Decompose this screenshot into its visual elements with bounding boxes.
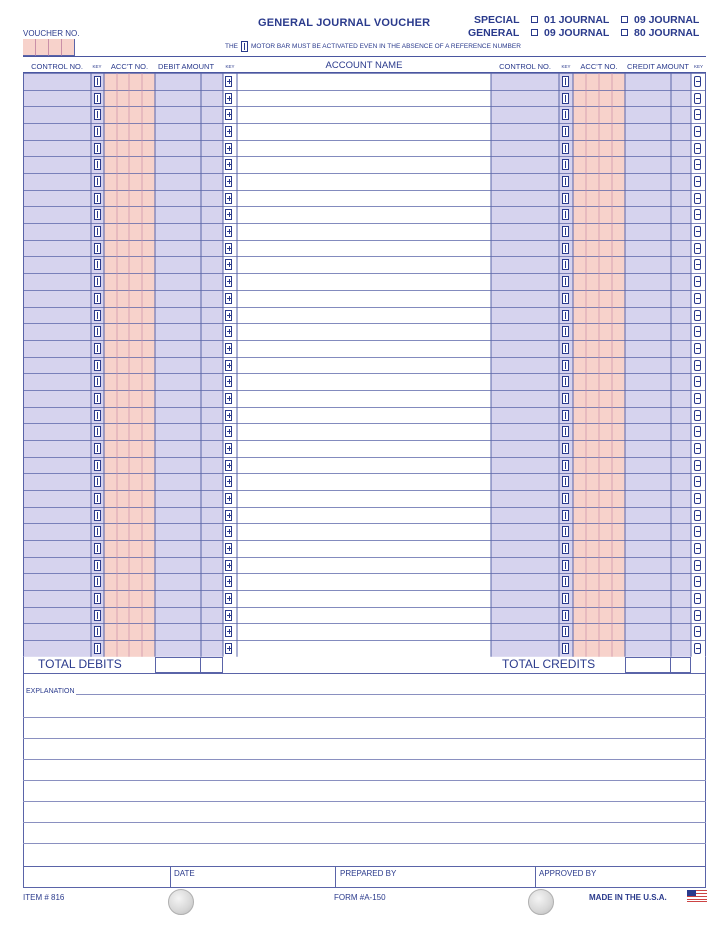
journal-option-special-09[interactable]: 09 JOURNAL [621,14,699,26]
credit-amount-header: CREDIT AMOUNT [627,62,689,71]
motor-bar-icon[interactable] [562,493,569,504]
explanation-line [76,694,706,695]
minus-key-icon[interactable] [694,93,701,104]
plus-key-icon[interactable] [225,393,232,404]
signoff-divider [535,866,536,888]
motor-bar-icon[interactable] [94,343,101,354]
minus-key-icon[interactable] [694,410,701,421]
journal-option-special-01[interactable]: 01 JOURNAL [531,14,609,26]
minus-key-icon[interactable] [694,643,701,654]
minus-key-icon[interactable] [694,109,701,120]
form-number: FORM #A-150 [334,893,386,902]
minus-key-icon[interactable] [694,326,701,337]
plus-key-icon[interactable] [225,243,232,254]
plus-key-icon[interactable] [225,593,232,604]
motor-bar-icon[interactable] [562,393,569,404]
minus-key-icon[interactable] [694,510,701,521]
motor-bar-icon[interactable] [562,526,569,537]
explanation-line [23,717,706,718]
header-divider [23,56,706,57]
motor-bar-icon[interactable] [562,226,569,237]
plus-key-icon[interactable] [225,626,232,637]
motor-bar-icon[interactable] [94,443,101,454]
motor-bar-icon[interactable] [94,493,101,504]
motor-bar-icon[interactable] [94,259,101,270]
minus-key-icon[interactable] [694,293,701,304]
motor-bar-icon[interactable] [562,376,569,387]
minus-key-icon[interactable] [694,560,701,571]
motor-bar-icon[interactable] [562,476,569,487]
explanation-line [23,738,706,739]
minus-key-icon[interactable] [694,460,701,471]
plus-key-icon[interactable] [225,193,232,204]
motor-bar-icon[interactable] [94,560,101,571]
motor-bar-icon[interactable] [562,360,569,371]
motor-bar-icon[interactable] [94,393,101,404]
motor-bar-icon[interactable] [562,310,569,321]
control-no-header: CONTROL NO. [499,62,551,71]
motor-bar-icon[interactable] [94,326,101,337]
plus-key-icon[interactable] [225,326,232,337]
checkbox-icon[interactable] [621,16,628,23]
motor-bar-icon[interactable] [562,560,569,571]
debit-amount-column [155,73,201,657]
debit-acct-column [104,73,155,657]
motor-bar-icon[interactable] [562,209,569,220]
explanation-label: EXPLANATION [26,688,75,695]
signoff-divider [170,866,171,888]
motor-bar-icon[interactable] [94,176,101,187]
motor-bar-icon[interactable] [94,159,101,170]
motor-bar-icon[interactable] [94,526,101,537]
plus-key-icon[interactable] [225,360,232,371]
plus-key-icon[interactable] [225,176,232,187]
motor-bar-icon[interactable] [562,126,569,137]
total-debits-label: TOTAL DEBITS [38,657,122,671]
control-no-column [23,73,91,657]
signoff-divider [335,866,336,888]
minus-key-icon[interactable] [694,526,701,537]
motor-bar-icon[interactable] [94,209,101,220]
minus-key-icon[interactable] [694,126,701,137]
plus-key-icon[interactable] [225,460,232,471]
motor-bar-icon[interactable] [94,143,101,154]
plus-key-icon[interactable] [225,109,232,120]
plus-key-icon[interactable] [225,526,232,537]
minus-key-icon[interactable] [694,393,701,404]
explanation-line [23,759,706,760]
total-credits-label: TOTAL CREDITS [502,657,596,671]
signoff-top-rule [23,866,706,867]
motor-bar-icon[interactable] [94,510,101,521]
motor-bar-icon[interactable] [94,626,101,637]
special-label: SPECIAL [474,14,520,26]
date-field[interactable]: DATE [174,869,195,878]
minus-key-icon[interactable] [694,360,701,371]
motor-bar-icon[interactable] [562,410,569,421]
motor-bar-icon[interactable] [94,543,101,554]
motor-bar-icon[interactable] [562,326,569,337]
minus-key-icon[interactable] [694,443,701,454]
debit-cents-column [201,73,223,657]
minus-key-icon[interactable] [694,610,701,621]
plus-key-icon[interactable] [225,209,232,220]
motor-bar-icon[interactable] [94,76,101,87]
minus-key-icon[interactable] [694,543,701,554]
credit-cents-column [671,73,691,657]
minus-key-icon[interactable] [694,176,701,187]
minus-key-icon[interactable] [694,243,701,254]
motor-bar-icon[interactable] [562,510,569,521]
motor-bar-icon[interactable] [94,276,101,287]
motor-bar-icon[interactable] [94,109,101,120]
checkbox-icon[interactable] [531,16,538,23]
plus-key-icon[interactable] [225,126,232,137]
voucher-number-label: VOUCHER NO. [23,29,80,38]
motor-bar-icon[interactable] [562,243,569,254]
motor-bar-icon[interactable] [562,259,569,270]
checkbox-icon[interactable] [531,29,538,36]
key-header: KEY [561,64,571,69]
plus-key-icon[interactable] [225,443,232,454]
motor-bar-icon[interactable] [562,626,569,637]
form-title: GENERAL JOURNAL VOUCHER [258,17,431,29]
minus-key-icon[interactable] [694,159,701,170]
motor-bar-icon[interactable] [562,143,569,154]
motor-bar-icon[interactable] [562,109,569,120]
plus-key-icon[interactable] [225,293,232,304]
minus-key-icon[interactable] [694,343,701,354]
motor-bar-icon[interactable] [562,593,569,604]
minus-key-icon[interactable] [694,310,701,321]
item-number: ITEM # 816 [23,893,65,902]
journal-option-general-80[interactable]: 80 JOURNAL [621,27,699,39]
plus-key-icon[interactable] [225,610,232,621]
motor-bar-icon[interactable] [562,643,569,654]
minus-key-icon[interactable] [694,276,701,287]
motor-bar-icon[interactable] [562,276,569,287]
explanation-line [23,843,706,844]
motor-bar-icon[interactable] [562,576,569,587]
approved-by-field[interactable]: APPROVED BY [539,869,597,878]
motor-bar-icon[interactable] [94,93,101,104]
journal-option-general-09[interactable]: 09 JOURNAL [531,27,609,39]
motor-bar-icon[interactable] [94,376,101,387]
binder-hole [168,889,194,915]
plus-key-icon[interactable] [225,259,232,270]
plus-key-icon[interactable] [225,510,232,521]
acct-no-header: ACC'T NO. [580,62,618,71]
plus-key-icon[interactable] [225,543,232,554]
explanation-line [23,822,706,823]
motor-bar-icon[interactable] [562,610,569,621]
credit-control-no-column [491,73,559,657]
motor-bar-icon[interactable] [562,176,569,187]
prepared-by-field[interactable]: PREPARED BY [340,869,397,878]
plus-key-icon[interactable] [225,410,232,421]
motor-bar-icon [241,41,248,52]
credit-amount-column [625,73,671,657]
motor-bar-icon[interactable] [94,126,101,137]
plus-key-icon[interactable] [225,376,232,387]
motor-bar-icon[interactable] [94,410,101,421]
motor-bar-notice: THE MOTOR BAR MUST BE ACTIVATED EVEN IN THE ABSENCE OF A REFERENCE NUMBER [225,43,521,50]
motor-bar-icon[interactable] [94,643,101,654]
key-header: KEY [693,64,703,69]
minus-key-icon[interactable] [694,626,701,637]
plus-key-icon[interactable] [225,476,232,487]
plus-key-icon[interactable] [225,159,232,170]
motor-bar-icon[interactable] [562,76,569,87]
minus-key-icon[interactable] [694,376,701,387]
plus-key-icon[interactable] [225,143,232,154]
explanation-box[interactable] [23,657,706,888]
motor-bar-icon[interactable] [562,343,569,354]
motor-bar-icon[interactable] [94,576,101,587]
motor-bar-icon[interactable] [94,226,101,237]
key-header: KEY [92,64,102,69]
motor-bar-icon[interactable] [94,426,101,437]
acct-no-header: ACC'T NO. [110,62,149,71]
minus-key-icon[interactable] [694,493,701,504]
plus-key-icon[interactable] [225,310,232,321]
explanation-line [23,801,706,802]
minus-key-icon[interactable] [694,576,701,587]
plus-key-icon[interactable] [225,426,232,437]
motor-bar-icon[interactable] [94,293,101,304]
minus-key-icon[interactable] [694,209,701,220]
us-flag-icon [687,890,707,902]
general-label: GENERAL [468,27,520,39]
key-header: KEY [225,64,235,69]
minus-key-icon[interactable] [694,476,701,487]
motor-bar-icon[interactable] [94,476,101,487]
motor-bar-icon[interactable] [562,543,569,554]
binder-hole [528,889,554,915]
motor-bar-icon[interactable] [562,443,569,454]
minus-key-icon[interactable] [694,426,701,437]
motor-bar-icon[interactable] [94,460,101,471]
minus-key-icon[interactable] [694,259,701,270]
plus-key-icon[interactable] [225,493,232,504]
motor-bar-icon[interactable] [562,93,569,104]
explanation-line [23,780,706,781]
motor-bar-icon[interactable] [562,460,569,471]
plus-key-icon[interactable] [225,93,232,104]
minus-key-icon[interactable] [694,76,701,87]
made-in-usa: MADE IN THE U.S.A. [589,893,667,902]
checkbox-icon[interactable] [621,29,628,36]
motor-bar-icon[interactable] [562,293,569,304]
motor-bar-icon[interactable] [94,193,101,204]
plus-key-icon[interactable] [225,276,232,287]
motor-bar-icon[interactable] [94,243,101,254]
motor-bar-icon[interactable] [94,310,101,321]
motor-bar-icon[interactable] [562,193,569,204]
motor-bar-icon[interactable] [94,610,101,621]
minus-key-icon[interactable] [694,593,701,604]
voucher-number-field[interactable] [23,39,75,56]
minus-key-icon[interactable] [694,193,701,204]
plus-key-icon[interactable] [225,560,232,571]
minus-key-icon[interactable] [694,143,701,154]
account-name-header: ACCOUNT NAME [325,60,403,71]
debit-amount-header: DEBIT AMOUNT [157,62,215,71]
motor-bar-icon[interactable] [562,159,569,170]
minus-key-icon[interactable] [694,226,701,237]
plus-key-icon[interactable] [225,343,232,354]
motor-bar-icon[interactable] [94,360,101,371]
explanation-top-rule [23,673,706,674]
motor-bar-icon[interactable] [94,593,101,604]
plus-key-icon[interactable] [225,576,232,587]
plus-key-icon[interactable] [225,643,232,654]
plus-key-icon[interactable] [225,76,232,87]
journal-entry-grid[interactable] [23,73,706,657]
motor-bar-icon[interactable] [562,426,569,437]
control-no-header: CONTROL NO. [31,62,83,71]
plus-key-icon[interactable] [225,226,232,237]
